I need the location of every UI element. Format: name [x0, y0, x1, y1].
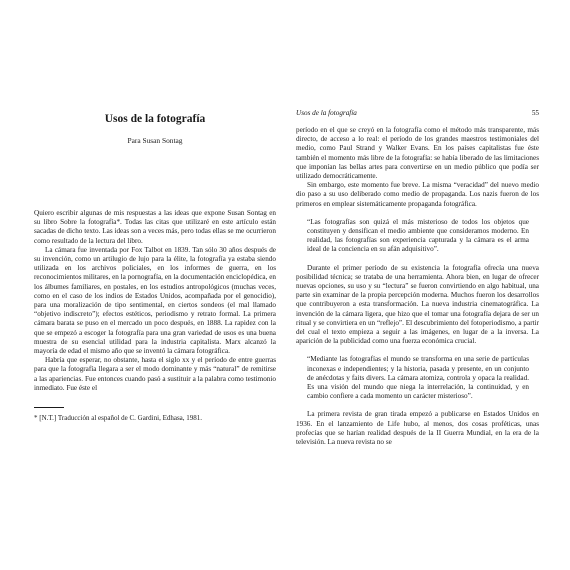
right-page: [296, 0, 539, 570]
dedication: Para Susan Sontag: [127, 136, 183, 145]
paragraph: Sin embargo, este momento fue breve. La misma “veracidad” del nuevo medio dio paso a su uso deliberado como medio de propaganda. Los nazis fueron de los primeros en emplear sistemáticamente propaganda fotográfica.: [296, 181, 539, 208]
left-page: [34, 0, 276, 570]
block-quote: “Mediante las fotografías el mundo se transforma en una serie de partículas inconexas e independientes; y la historia, pasada y presente, en un conjunto de anécdotas y faits divers. La cámara atomiza, controla y opaca la realidad. Es una visión del mundo que niega la interrelación, la continuidad, y en cambio confiere a cada momento un carácter misterioso”.: [307, 355, 529, 401]
left-body-text: [34, 209, 276, 393]
paragraph: Quiero escribir algunas de mis respuestas a las ideas que expone Susan Sontag en su libro Sobre la fotografía*. Todas las citas que utilizaré en este artículo están sacadas de dicho texto. Las ideas son a veces más, pero todas ellas se me ocurrieron como resultado de la lectura del libro.: [34, 209, 276, 245]
essay-title: Usos de la fotografía: [104, 113, 206, 125]
right-body-text: [296, 126, 539, 447]
footnote-rule: [34, 407, 64, 408]
paragraph: período en el que se creyó en la fotografía como el método más transparente, más directo, de acceso a lo real: el período de los grandes maestros testimoniales del medio, como Paul Strand y Walker Evans. En los países capitalistas fue éste también el momento más libre de la fotografía: se había liberado de las limitaciones que imponían las bellas artes para convertirse en un medio público que podía ser utilizado democráticamente.: [296, 126, 539, 181]
footnote: * [N.T.] Traducción al español de C. Gardini, Edhasa, 1981.: [34, 414, 203, 422]
block-quote: “Las fotografías son quizá el más misterioso de todos los objetos que constituyen y densifican el medio ambiente que consideramos moderno. En realidad, las fotografías son experiencia capturada y la cámara es el arma ideal de la conciencia en su afán adquisitivo”.: [307, 217, 529, 254]
running-head-title: Usos de la fotografía: [296, 109, 357, 117]
paragraph: Habría que esperar, no obstante, hasta el siglo xx y el período de entre guerras para que la fotografía llegara a ser el modo dominante y más “natural” de remitirse a las apariencias. Fue entonces cuando pasó a sustituir a la palabra como testimonio inmediato. Fue éste el: [34, 356, 276, 392]
page-number: 55: [531, 109, 539, 117]
paragraph: Durante el primer período de su existencia la fotografía ofrecía una nueva posibilidad técnica; se trataba de una herramienta. Ahora bien, en lugar de ofrecer nuevas opciones, su uso y su “lectura” se fueron convirtiendo en algo habitual, una parte sin examinar de la propia percepción moderna. Muchos fueron los desarrollos que contribuyeron a esta transformación. La nueva industria cinematográfica. La invención de la cámara ligera, que hizo que el tomar una fotografía dejara de ser un ritual y se convirtiera en un “reflejo”. El descubrimiento del fotoperiodismo, a partir del cual el texto empieza a seguir a las imágenes, en lugar de a la inversa. La aparición de la publicidad como una fuerza económica crucial.: [296, 263, 539, 346]
paragraph: La cámara fue inventada por Fox Talbot en 1839. Tan sólo 30 años después de su invención, como un artilugio de lujo para la élite, la fotografía ya estaba siendo utilizada en los archivos policiales, en los informes de guerra, en los reconocimientos militares, en la pornografía, en la documentación enciclopédica, en los álbumes familiares, en postales, en los estudios antropológicos (muchas veces, como en el caso de los indios de Estados Unidos, acompañada por el genocidio), para una moralización de tipo sentimental, en ciertos sondeos (el mal llamado “objetivo indiscreto”); efectos estéticos, periodismo y retrato formal. La primera cámara barata se puso en el mercado un poco después, en 1888. La rapidez con la que se empezó a escoger la fotografía para una gran variedad de usos es una buena muestra de su esencial utilidad para la industria capitalista. Marx alcanzó la mayoría de edad el mismo año que se inventó la cámara fotográfica.: [34, 245, 276, 356]
paragraph: La primera revista de gran tirada empezó a publicarse en Estados Unidos en 1936. En el lanzamiento de Life hubo, al menos, dos cosas proféticas, unas profecías que se harían realidad después de la II Guerra Mundial, en la era de la televisión. La nueva revista no se: [296, 410, 539, 447]
running-head: [296, 109, 539, 117]
